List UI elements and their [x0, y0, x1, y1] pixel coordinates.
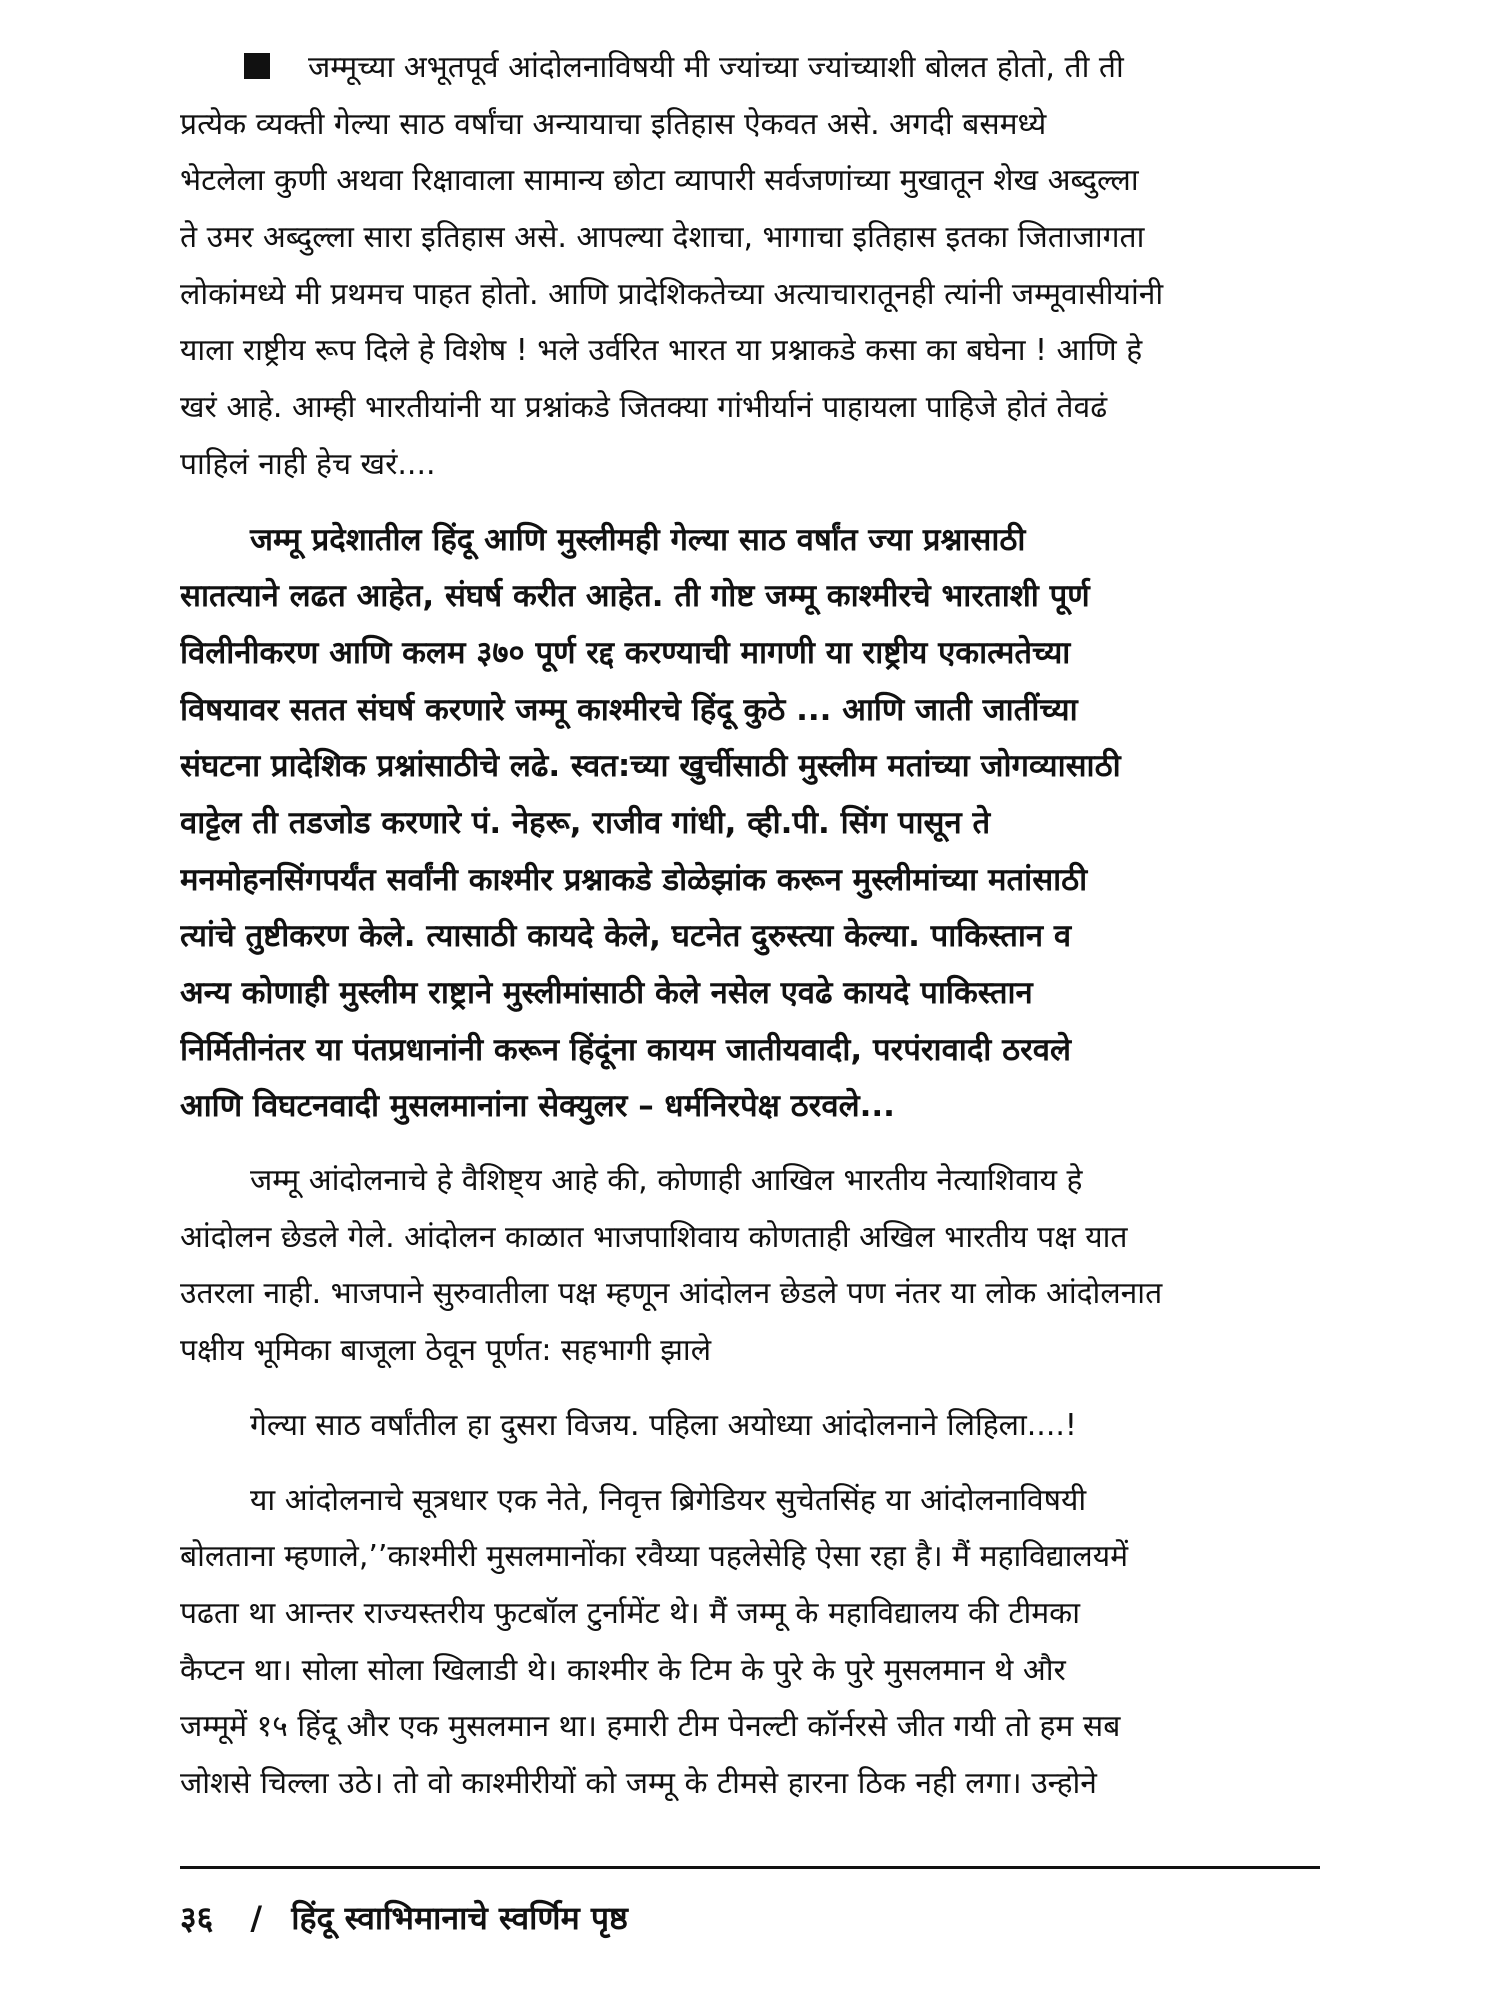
- section-marker-square: [244, 53, 270, 79]
- text-line: सातत्याने लढत आहेत, संघर्ष करीत आहेत. ती गोष्ट जम्मू काश्मीरचे भारताशी पूर्ण: [180, 578, 1090, 615]
- text-line: त्यांचे तुष्टीकरण केले. त्यासाठी कायदे केले, घटनेत दुरुस्त्या केल्या. पाकिस्तान व: [180, 918, 1072, 955]
- text-line: बोलताना म्हणाले,’’काश्मीरी मुसलमानोंका रवैय्या पहलेसेहि ऐसा रहा है। मैं महाविद्यालयमें: [180, 1539, 1129, 1575]
- text-line: वाट्टेल ती तडजोड करणारे पं. नेहरू, राजीव गांधी, व्ही.पी. सिंग पासून ते: [180, 804, 991, 841]
- text-line: याला राष्ट्रीय रूप दिले हे विशेष ! भले उर्वरित भारत या प्रश्नाकडे कसा का बघेना ! आणि हे: [180, 333, 1143, 369]
- paragraph-2-bold: [180, 512, 1320, 1136]
- text-line: लोकांमध्ये मी प्रथमच पाहत होतो. आणि प्रादेशिकतेच्या अत्याचारातूनही त्यांनी जम्मूवासीयांनी: [180, 276, 1164, 312]
- text-line: जम्मू आंदोलनाचे हे वैशिष्ट्य आहे की, कोणाही आखिल भारतीय नेत्याशिवाय हे: [250, 1163, 1083, 1199]
- text-line: भेटलेला कुणी अथवा रिक्षावाला सामान्य छोटा व्यापारी सर्वजणांच्या मुखातून शेख अब्दुल्ला: [180, 163, 1139, 199]
- text-line: पढता था आन्तर राज्यस्तरीय फुटबॉल टुर्नामेंट थे। मैं जम्मू के महाविद्यालय की टीमका: [180, 1595, 1080, 1631]
- text-line: संघटना प्रादेशिक प्रश्नांसाठीचे लढे. स्वत:च्या खुर्चीसाठी मुस्लीम मतांच्या जोगव्यासाठी: [180, 748, 1121, 785]
- text-line: कैप्टन था। सोला सोला खिलाडी थे। काश्मीर के टिम के पुरे के पुरे मुसलमान थे और: [180, 1652, 1066, 1688]
- text-line: उतरला नाही. भाजपाने सुरुवातीला पक्ष म्हणून आंदोलन छेडले पण नंतर या लोक आंदोलनात: [180, 1276, 1163, 1312]
- text-line: अन्य कोणाही मुस्लीम राष्ट्राने मुस्लीमांसाठी केले नसेल एवढे कायदे पाकिस्तान: [180, 975, 1033, 1011]
- text-line: जम्मू प्रदेशातील हिंदू आणि मुस्लीमही गेल्या साठ वर्षांत ज्या प्रश्नासाठी: [250, 521, 1026, 558]
- paragraph-3: [180, 1153, 1320, 1380]
- text-line: प्रत्येक व्यक्ती गेल्या साठ वर्षांचा अन्यायाचा इतिहास ऐकवत असे. अगदी बसमध्ये: [180, 106, 1047, 142]
- body-text: [180, 40, 1320, 1831]
- text-line: जोशसे चिल्ला उठे। तो वो काश्मीरीयों को जम्मू के टीमसे हारना ठिक नही लगा। उन्होने: [180, 1765, 1097, 1801]
- page-footer: [180, 1888, 628, 1948]
- text-line: आंदोलन छेडले गेले. आंदोलन काळात भाजपाशिवाय कोणताही अखिल भारतीय पक्ष यात: [180, 1219, 1128, 1255]
- footer-separator: /: [250, 1899, 263, 1937]
- paragraph-1: [180, 40, 1320, 494]
- text-line: ते उमर अब्दुल्ला सारा इतिहास असे. आपल्या देशाचा, भागाचा इतिहास इतका जिताजागता: [180, 220, 1145, 256]
- text-line: गेल्या साठ वर्षांतील हा दुसरा विजय. पहिला अयोध्या आंदोलनाने लिहिला....!: [250, 1407, 1077, 1443]
- text-line: पक्षीय भूमिका बाजूला ठेवून पूर्णत: सहभागी झाले: [180, 1333, 712, 1369]
- text-line: पाहिलं नाही हेच खरं....: [180, 446, 436, 482]
- paragraph-4: [180, 1398, 1320, 1455]
- book-title: हिंदू स्वाभिमानाचे स्वर्णिम पृष्ठ: [291, 1899, 628, 1937]
- text-line: जम्मूच्या अभूतपूर्व आंदोलनाविषयी मी ज्यांच्या ज्यांच्याशी बोलत होतो, ती ती: [308, 50, 1124, 85]
- text-line: मनमोहनसिंगपर्यंत सर्वांनी काश्मीर प्रश्नाकडे डोळेझांक करून मुस्लीमांच्या मतांसाठी: [180, 861, 1088, 898]
- page-number: ३६: [180, 1899, 214, 1937]
- text-line: जम्मूमें १५ हिंदू और एक मुसलमान था। हमारी टीम पेनल्टी कॉर्नरसे जीत गयी तो हम सब: [180, 1709, 1121, 1745]
- text-line: निर्मितीनंतर या पंतप्रधानांनी करून हिंदूंना कायम जातीयवादी, परपंरावादी ठरवले: [180, 1031, 1072, 1068]
- text-line: खरं आहे. आम्ही भारतीयांनी या प्रश्नांकडे जितक्या गांभीर्यानं पाहायला पाहिजे होतं तेवढं: [180, 390, 1108, 426]
- paragraph-5: [180, 1473, 1320, 1813]
- text-line: आणि विघटनवादी मुसलमानांना सेक्युलर – धर्मनिरपेक्ष ठरवले...: [180, 1088, 895, 1125]
- text-line: विलीनीकरण आणि कलम ३७० पूर्ण रद्द करण्याची मागणी या राष्ट्रीय एकात्मतेच्या: [180, 634, 1071, 671]
- text-line: विषयावर सतत संघर्ष करणारे जम्मू काश्मीरचे हिंदू कुठे ... आणि जाती जातींच्या: [180, 691, 1078, 728]
- footer-divider: [180, 1866, 1320, 1869]
- text-line: या आंदोलनाचे सूत्रधार एक नेते, निवृत्त ब्रिगेडियर सुचेतसिंह या आंदोलनाविषयी: [250, 1482, 1087, 1518]
